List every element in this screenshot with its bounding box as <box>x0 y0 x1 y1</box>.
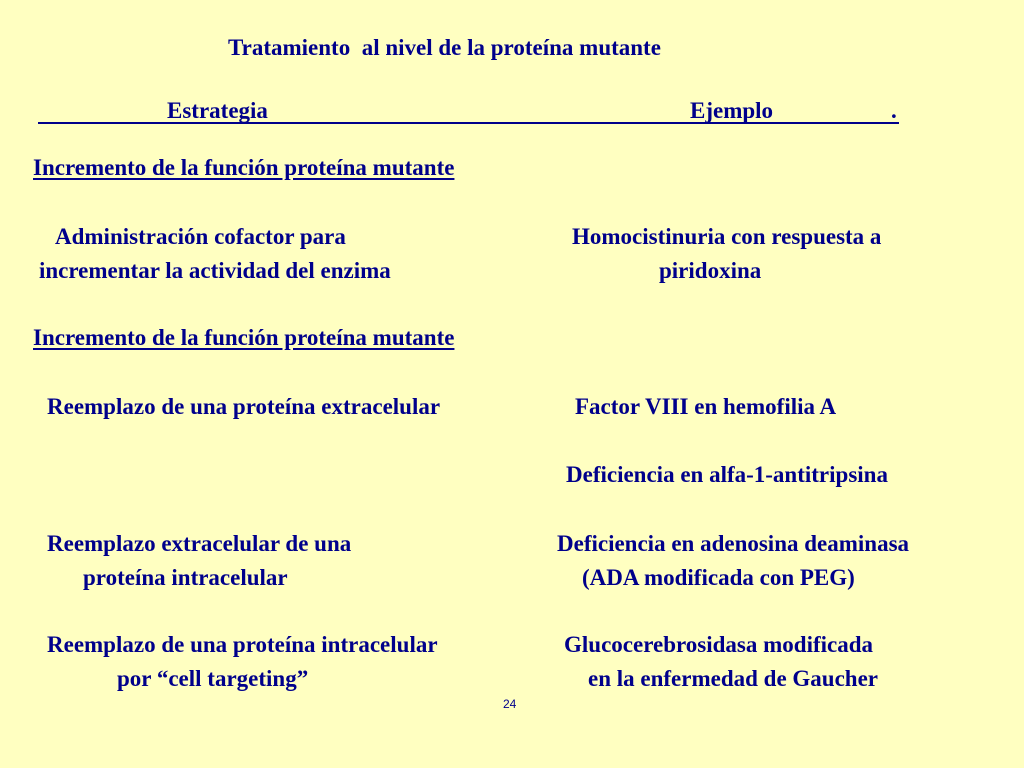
example-text: Factor VIII en hemofilia A <box>575 394 837 419</box>
strategy-text: incrementar la actividad del enzima <box>39 258 391 283</box>
example-text: Homocistinuria con respuesta a <box>572 224 882 249</box>
header-strategy: Estrategia <box>167 98 268 123</box>
strategy-text: Reemplazo de una proteína extracelular <box>47 394 441 419</box>
example-text: Glucocerebrosidasa modificada <box>564 632 874 657</box>
example-text: piridoxina <box>659 258 762 283</box>
header-period: . <box>891 98 897 123</box>
strategy-text: Administración cofactor para <box>55 224 346 249</box>
example-text: Deficiencia en alfa-1-antitripsina <box>566 462 888 487</box>
section-heading: Incremento de la función proteína mutante <box>33 155 455 180</box>
header-example: Ejemplo <box>690 98 774 123</box>
strategy-text: Reemplazo extracelular de una <box>47 531 352 556</box>
strategy-text: Reemplazo de una proteína intracelular <box>47 632 438 657</box>
section-heading: Incremento de la función proteína mutante <box>33 325 455 350</box>
strategy-text: proteína intracelular <box>83 565 288 590</box>
page-number: 24 <box>503 697 517 711</box>
example-text: Deficiencia en adenosina deaminasa <box>557 531 910 556</box>
slide-title: Tratamiento al nivel de la proteína mutante <box>228 35 661 60</box>
example-text: en la enfermedad de Gaucher <box>588 666 879 691</box>
strategy-text: por “cell targeting” <box>117 666 309 691</box>
example-text: (ADA modificada con PEG) <box>582 565 855 590</box>
